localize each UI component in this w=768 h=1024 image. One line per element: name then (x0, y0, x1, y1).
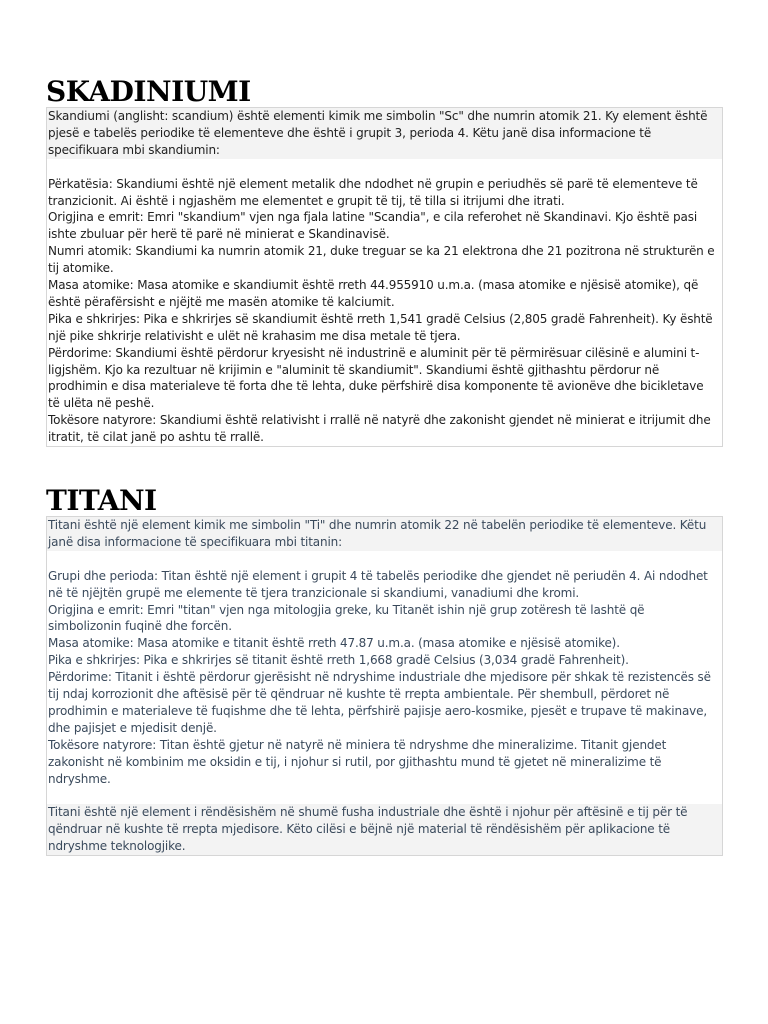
text-line: Tokësore natyrore: Titan është gjetur në natyrë në miniera të ndryshme dhe mineralizime. Titanit gjendet (48, 737, 667, 752)
text-line: Numri atomik: Skandiumi ka numrin atomik 21, duke treguar se ka 21 elektrona dhe 21 pozitrona në strukturën e (48, 244, 715, 259)
text-line: pjesë e tabelës periodike të elementeve dhe është i grupit 3, perioda 4. Këtu janë disa informacione të (48, 125, 652, 140)
text-line: një pike shkrirje relativisht e ulët në krahasim me disa metale të tjera. (48, 328, 461, 343)
text-line: Pika e shkrirjes: Pika e shkrirjes së skandiumit është rreth 1,541 gradë Celsius (2,805 gradë Fahrenheit). Ky është (48, 311, 713, 326)
paragraph-spacer (47, 551, 722, 568)
section-titanium (46, 486, 723, 856)
section-heading: SKADINIUMI (46, 75, 251, 108)
text-line: është përafërsisht e njëjtë me masën atomike të kalciumit. (48, 294, 395, 309)
intro-paragraph (47, 517, 722, 551)
text-line: ligjshëm. Kjo ka rezultuar në krijimin e "aluminit të skandiumit". Skandiumi është gjithashtu përdorur në (48, 362, 660, 377)
text-line: ishte zbuluar për herë të parë në minierat e Skandinavisë. (48, 227, 390, 242)
section-heading: TITANI (46, 484, 157, 517)
text-line: të ulëta në peshë. (48, 396, 155, 411)
text-line: simbolizonin fuqinë dhe forcën. (48, 619, 232, 634)
text-line: Origjina e emrit: Emri "titan" vjen nga mitologjia greke, ku Titanët ishin një grup zotëresh të lashtë që (48, 602, 645, 617)
text-line: itratit, të cilat janë po ashtu të rrallë. (48, 430, 264, 445)
text-line: zakonisht në kombinim me oksidin e tij, i njohur si rutil, por gjithashtu mund të gjetet në mineralizime të (48, 754, 662, 769)
text-line: ndryshme teknologjike. (48, 839, 186, 854)
text-line: Tokësore natyrore: Skandiumi është relativisht i rrallë në natyrë dhe zakonisht gjendet në minierat e itrijumit dhe (48, 413, 711, 428)
text-line: tranzicionit. Ai është i ngjashëm me elementet e grupit të tij, të tilla si itrijumi dhe itrati. (48, 193, 565, 208)
text-line: qëndruar në kushte të rrepta mjedisore. Këto cilësi e bëjnë një material të rëndësishëm për aplikacione të (48, 822, 670, 837)
intro-paragraph (47, 108, 722, 159)
details-paragraph (47, 568, 722, 788)
text-line: ndryshme. (48, 771, 111, 786)
text-line: Titani është një element i rëndësishëm në shumë fusha industriale dhe është i njohur për aftësinë e tij për të (48, 805, 688, 820)
paragraph-spacer (47, 159, 722, 176)
text-line: Përdorime: Skandiumi është përdorur kryesisht në industrinë e aluminit për të përmirësuar cilësinë e alumini t- (48, 345, 700, 360)
content-box (46, 107, 723, 447)
text-line: specifikuara mbi skandiumin: (48, 142, 220, 157)
paragraph-spacer (47, 787, 722, 804)
text-line: Përdorime: Titanit i është përdorur gjerësisht në ndryshime industriale dhe mjedisore për shkak të rezistencës së (48, 670, 711, 685)
text-line: janë disa informacione të specifikuara mbi titanin: (48, 534, 342, 549)
section-scandium (46, 77, 723, 447)
text-line: prodhimin e disa materialeve të forta dhe të lehta, duke përfshirë disa komponente të avionëve dhe bicikletave (48, 379, 704, 394)
text-line: prodhimin e materialeve të fuqishme dhe të lehta, përfshirë pajisje aero-kosmike, pjesët e trupave të makinave, (48, 703, 708, 718)
text-line: në të njëjtën grupë me elemente të tjera tranzicionale si skandiumi, vanadiumi dhe kromi. (48, 585, 580, 600)
text-line: Titani është një element kimik me simbolin "Ti" dhe numrin atomik 22 në tabelën periodike të elementeve. Këtu (48, 518, 707, 532)
text-line: Masa atomike: Masa atomike e skandiumit është rreth 44.955910 u.m.a. (masa atomike e njësisë atomike), që (48, 278, 699, 293)
text-line: dhe pajisjet e mjedisit denjë. (48, 720, 217, 735)
text-line: Skandiumi (anglisht: scandium) është elementi kimik me simbolin "Sc" dhe numrin atomik 21. Ky element është (48, 109, 708, 123)
text-line: tij atomike. (48, 261, 114, 276)
details-paragraph (47, 176, 722, 447)
text-line: tij ndaj korrozionit dhe aftësisë për të qëndruar në kushte të rrepta ambientale. Për shembull, përdoret në (48, 687, 670, 702)
text-line: Pika e shkrirjes: Pika e shkrirjes së titanit është rreth 1,668 gradë Celsius (3,034 gradë Fahrenheit). (48, 653, 629, 668)
content-box (46, 516, 723, 856)
text-line: Origjina e emrit: Emri "skandium" vjen nga fjala latine "Scandia", e cila referohet në Skandinavi. Kjo është pasi (48, 210, 698, 225)
text-line: Përkatësia: Skandiumi është një element metalik dhe ndodhet në grupin e periudhës së parë të elementeve të (48, 176, 698, 191)
text-line: Masa atomike: Masa atomike e titanit është rreth 47.87 u.m.a. (masa atomike e njësisë atomike). (48, 636, 620, 651)
text-line: Grupi dhe perioda: Titan është një element i grupit 4 të tabelës periodike dhe gjendet në periudën 4. Ai ndodhet (48, 568, 708, 583)
closing-paragraph (47, 804, 722, 855)
